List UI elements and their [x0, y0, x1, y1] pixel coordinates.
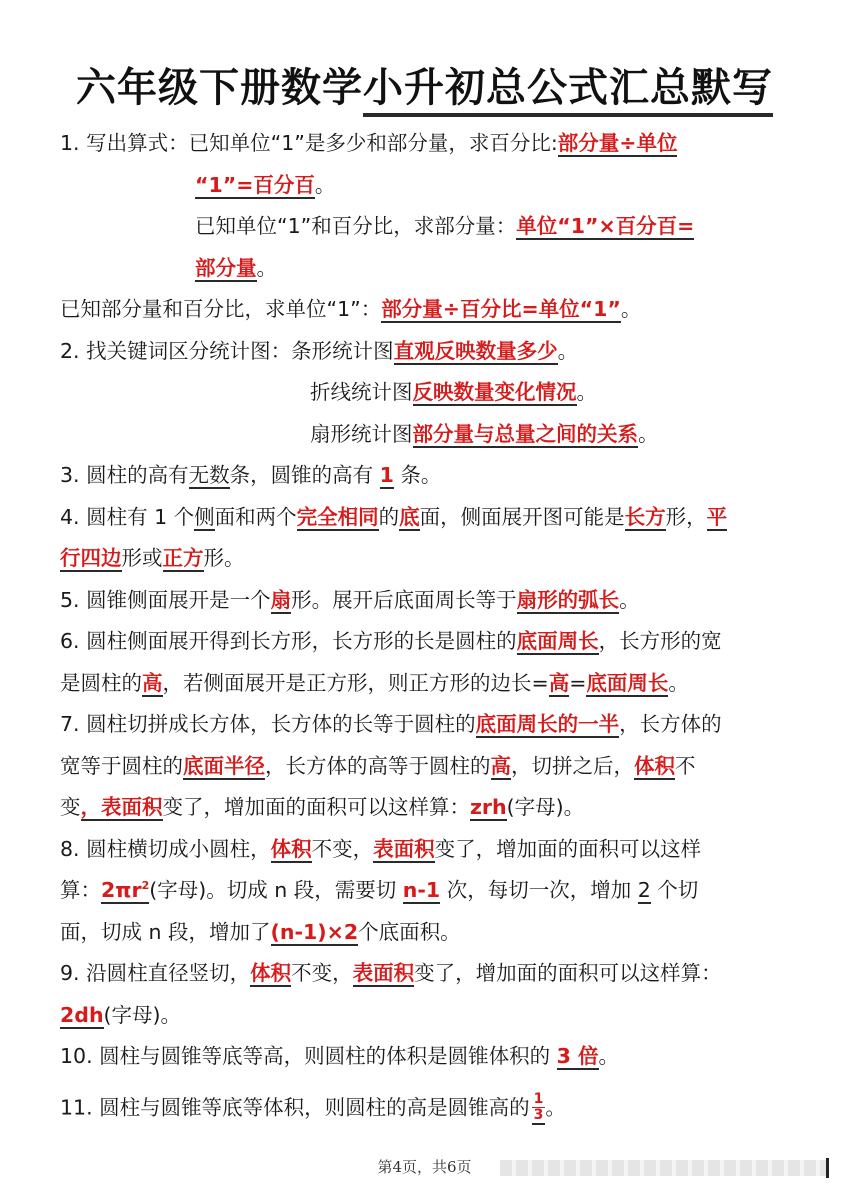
text: 。 — [576, 380, 597, 404]
item-5 — [60, 585, 640, 615]
text: ，长方体的高等于圆柱的 — [265, 754, 491, 778]
text: 形。展开后底面周长等于 — [291, 588, 517, 612]
exponent: 2 — [141, 879, 150, 892]
answer: 底 — [399, 505, 420, 529]
item-2-line-1 — [60, 336, 578, 366]
text: 6. 圆柱侧面展开得到长方形，长方形的长是圆柱的 — [60, 629, 517, 653]
answer: 部分量÷百分比=单位“1” — [381, 297, 621, 321]
text: 变了，增加面的面积可以这样算： — [162, 795, 470, 819]
text: 。 — [256, 256, 277, 280]
item-4-line-1 — [60, 502, 727, 532]
text: 折线统计图 — [310, 380, 413, 404]
answer: 直观反映数量多少 — [393, 339, 558, 363]
item-11 — [60, 1092, 566, 1125]
text: 已知单位“1”和百分比，求部分量： — [195, 214, 517, 238]
item-2-line-3 — [310, 419, 659, 449]
text: ，长方形的宽 — [598, 629, 722, 653]
item-10 — [60, 1041, 619, 1071]
item-8-line-3 — [60, 917, 461, 947]
formula: 2πr — [101, 878, 142, 902]
text: 是圆柱的 — [60, 671, 142, 695]
text: 面，切成 n 段，增加了 — [60, 920, 271, 944]
text: 。 — [619, 588, 640, 612]
answer: 高 — [548, 671, 570, 695]
text: 。 — [557, 339, 579, 363]
answer: 1 — [379, 463, 394, 487]
item-6-line-2 — [60, 668, 689, 698]
answer: zrh — [470, 795, 507, 819]
text: 不变， — [311, 837, 374, 861]
text: 3. 圆柱的高有 — [60, 463, 189, 487]
item-2-line-2 — [310, 377, 597, 407]
answer: 反映数量变化情况 — [412, 380, 577, 404]
answer: 扇 — [270, 588, 292, 612]
title-highlight: 小升初总公式汇总默写 — [363, 65, 773, 117]
item-7-line-2 — [60, 751, 696, 781]
text: 10. 圆柱与圆锥等底等高，则圆柱的体积是圆锥体积的 — [60, 1044, 557, 1068]
text: 面和两个 — [214, 505, 297, 529]
text: 次，每切一次，增加 — [440, 878, 638, 902]
text: 已知部分量和百分比，求单位“1”： — [60, 297, 382, 321]
item-1-line-3 — [195, 211, 694, 241]
text: 。 — [620, 297, 642, 321]
item-1-line-2 — [195, 170, 335, 200]
text: 条。 — [393, 463, 442, 487]
text: ，长方体的 — [619, 712, 722, 736]
text: 的 — [378, 505, 400, 529]
title-main: 六年级下册数学 — [76, 65, 363, 111]
answer: 表面积 — [352, 961, 415, 985]
answer: 平 — [706, 505, 728, 529]
answer: 正方 — [162, 546, 204, 570]
answer-plain: 侧 — [194, 505, 215, 529]
item-4-line-2 — [60, 543, 245, 573]
answer: 完全相同 — [296, 505, 379, 529]
answer: 底面半径 — [183, 754, 265, 778]
item-8-line-2 — [60, 875, 698, 905]
text: 不变， — [291, 961, 353, 985]
text: 4. 圆柱有 1 个 — [60, 505, 195, 529]
text: 变 — [60, 795, 81, 819]
answer: 3 倍 — [556, 1044, 599, 1068]
text: 9. 沿圆柱直径竖切， — [60, 961, 251, 985]
text: (字母)。 — [506, 795, 585, 819]
text: 11. 圆柱与圆锥等底等体积，则圆柱的高是圆锥高的 — [60, 1095, 530, 1120]
item-7-line-1 — [60, 709, 722, 739]
answer: 底面周长的一半 — [475, 712, 620, 736]
text: 个底面积。 — [358, 920, 461, 944]
numerator: 1 — [533, 1091, 544, 1107]
item-8-line-1 — [60, 834, 701, 864]
answer: 高 — [490, 754, 511, 778]
text: 变了，增加面的面积可以这样 — [434, 837, 702, 861]
text: 形或 — [121, 546, 163, 570]
item-1-line-4 — [195, 253, 277, 283]
text: 变了，增加面的面积可以这样算： — [414, 961, 722, 985]
answer: 行四边 — [60, 546, 122, 570]
item-6-line-1 — [60, 626, 722, 656]
answer: (n-1)×2 — [270, 920, 359, 944]
denominator: 3 — [533, 1107, 544, 1123]
answer: “1”=百分百 — [195, 173, 315, 197]
answer: 体积 — [270, 837, 312, 861]
fraction-answer — [532, 1092, 546, 1125]
item-7-line-3 — [60, 792, 584, 822]
answer: 扇形的弧长 — [516, 588, 620, 612]
item-3 — [60, 460, 441, 490]
answer: 部分量 — [195, 256, 257, 280]
text: 扇形统计图 — [310, 422, 413, 446]
text: 。 — [668, 671, 689, 695]
text: 。 — [545, 1095, 566, 1120]
answer: 2dh — [60, 1003, 104, 1027]
text: 1. 写出算式：已知单位“1”是多少和部分量，求百分比: — [60, 131, 558, 155]
answer: 底面周长 — [516, 629, 599, 653]
item-1-line-1 — [60, 128, 677, 158]
answer: 底面周长 — [586, 671, 669, 695]
answer: 体积 — [634, 754, 675, 778]
text: 形， — [665, 505, 707, 529]
answer: 长方 — [624, 505, 666, 529]
text: 。 — [638, 422, 659, 446]
answer-plain: 无数 — [188, 463, 230, 487]
answer: 高 — [142, 671, 163, 695]
text: ，若侧面展开是正方形，则正方形的边长= — [162, 671, 549, 695]
text: 8. 圆柱横切成小圆柱， — [60, 837, 271, 861]
text: 7. 圆柱切拼成长方体，长方体的长等于圆柱的 — [60, 712, 476, 736]
text: 。 — [598, 1044, 620, 1068]
text: ，切拼之后， — [511, 754, 634, 778]
answer: 部分量÷单位 — [557, 131, 678, 155]
text: 条，圆锥的高有 — [229, 463, 380, 487]
text: 。 — [314, 173, 336, 197]
answer: 体积 — [250, 961, 292, 985]
answer: ，表面积 — [80, 795, 163, 819]
text: (字母)。 — [103, 1003, 182, 1027]
text: 个切 — [650, 878, 699, 902]
answer-plain: 2 — [637, 878, 651, 902]
text: 2. 找关键词区分统计图：条形统计图 — [60, 339, 394, 363]
text: = — [569, 671, 587, 695]
item-9-line-2 — [60, 1000, 181, 1030]
answer: 表面积 — [373, 837, 435, 861]
answer: 部分量与总量之间的关系 — [412, 422, 638, 446]
text: (字母)。切成 n 段，需要切 — [149, 878, 403, 902]
text: 宽等于圆柱的 — [60, 754, 183, 778]
text: 形。 — [203, 546, 245, 570]
text: 5. 圆锥侧面展开是一个 — [60, 588, 271, 612]
text: 面，侧面展开图可能是 — [419, 505, 625, 529]
answer: 单位“1”×百分百= — [516, 214, 695, 238]
text: 不 — [675, 754, 696, 778]
item-1-line-5 — [60, 294, 641, 324]
page-number: 第4页，共6页 — [377, 1158, 472, 1176]
item-9-line-1 — [60, 958, 722, 988]
answer: n-1 — [402, 878, 441, 902]
answer — [101, 878, 149, 904]
page-title — [0, 56, 849, 113]
text: 算： — [60, 878, 101, 902]
